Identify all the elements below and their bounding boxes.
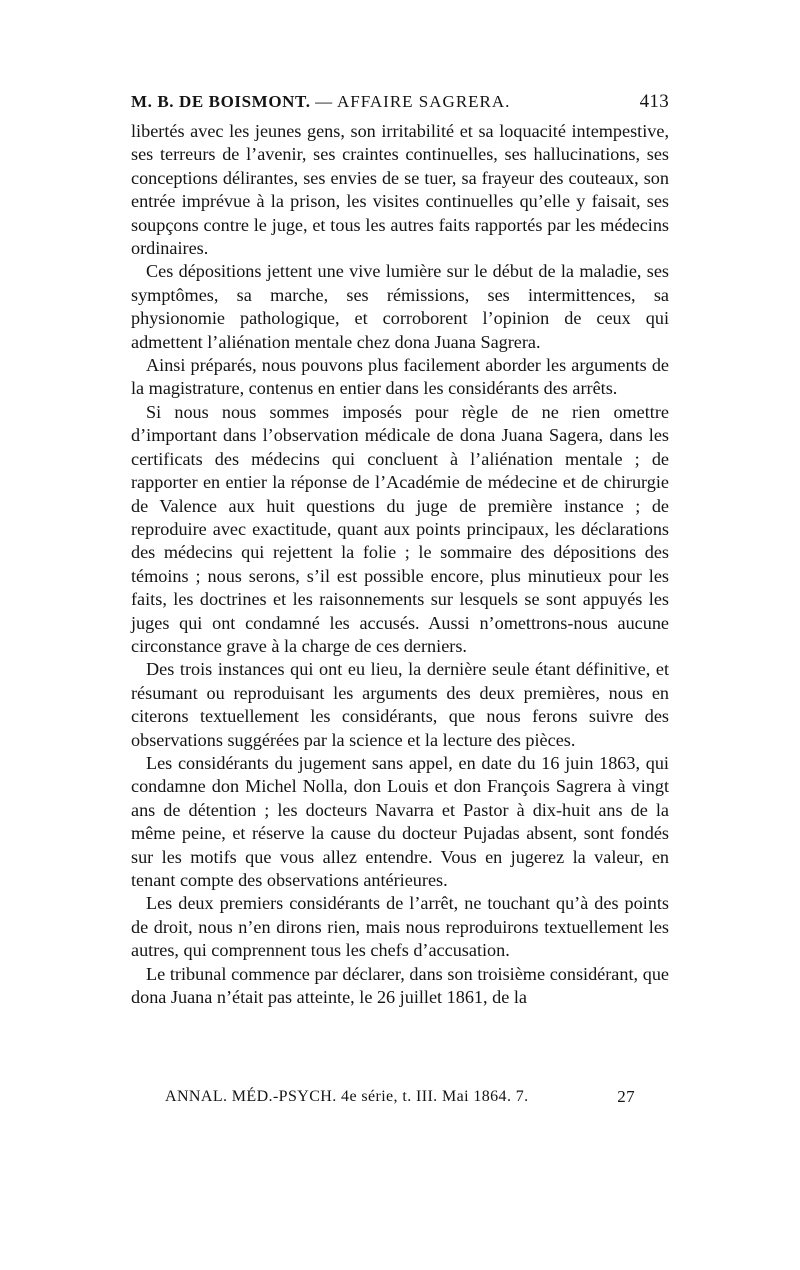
header-dash: — bbox=[310, 92, 337, 111]
paragraph-6: Les considérants du jugement sans appel, en date du 16 juin 1863, qui condamne don Michel Nolla, don Louis et don François Sagrera à vingt ans de détention ; les docteurs Navarra et Pastor à dix-huit ans de la même peine, et réserve la cause du docteur Pujadas absent, sont fondés sur les motifs que vous allez entendre. Vous en jugerez la valeur, en tenant compte des observations antérieures. bbox=[131, 752, 669, 890]
paragraph-2: Ces dépositions jettent une vive lumière sur le début de la maladie, ses symptômes, sa marche, ses rémissions, ses intermittences, sa physionomie pathologique, et corroborent l’opinion de ceux qui admettent l’aliénation mentale chez dona Juana Sagrera. bbox=[131, 261, 669, 352]
page-footer bbox=[165, 1085, 635, 1109]
paragraph-1: libertés avec les jeunes gens, son irritabilité et sa loquacité intempestive, ses terreurs de l’avenir, ses craintes continuelles, ses hallucinations, ses conceptions délirantes, ses envies de se tuer, sa frayeur des couteaux, son entrée imprévue à la prison, les visites continuelles qu’elle y faisait, ses soupçons contre le juge, et tous les autres faits rapportés par les médecins ordinaires. bbox=[131, 121, 669, 259]
paragraph-3: Ainsi préparés, nous pouvons plus facilement aborder les arguments de la magistrature, contenus en entier dans les considérants des arrêts. bbox=[131, 355, 669, 399]
paragraph-7: Les deux premiers considérants de l’arrêt, ne touchant qu’à des points de droit, nous n’en dirons rien, mais nous reproduirons textuellement les autres, qui comprennent tous les chefs d’accusation. bbox=[131, 893, 669, 961]
footer-sheet-number: 27 bbox=[617, 1087, 635, 1106]
body-text bbox=[131, 120, 669, 1009]
page bbox=[131, 86, 669, 1009]
header-page-number: 413 bbox=[639, 91, 669, 112]
header-author: M. B. DE BOISMONT. bbox=[131, 92, 311, 111]
paragraph-8: Le tribunal commence par déclarer, dans son troisième considérant, que dona Juana n’était pas atteinte, le 26 juillet 1861, de la bbox=[131, 963, 669, 1008]
header-title: AFFAIRE SAGRERA. bbox=[336, 92, 511, 111]
paragraph-4: Si nous nous sommes imposés pour règle de ne rien omettre d’important dans l’observation médicale de dona Juana Sagera, dans les certificats des médecins qui concluent à l’aliénation mentale ; de rapporter en entier la réponse de l’Académie de médecine et de chirurgie de Valence aux huit questions du juge de première instance ; de reproduire avec exactitude, quant aux points principaux, les déclarations des médecins qui rejettent la folie ; le sommaire des dépositions des témoins ; nous serons, s’il est possible encore, plus minutieux pour les faits, les doctrines et les raisonnements sur lesquels se sont appuyés les juges qui ont condamné les accusés. Aussi n’omettrons-nous aucune circonstance grave à la charge de ces derniers. bbox=[131, 401, 669, 656]
paragraph-5: Des trois instances qui ont eu lieu, la dernière seule étant définitive, et résumant ou reproduisant les arguments des deux premières, nous en citerons textuellement les considérants, que nous ferons suivre des observations suggérées par la science et la lecture des pièces. bbox=[131, 659, 669, 750]
footer-journal: ANNAL. MÉD.-PSYCH. 4e série, t. III. Mai 1864. 7. bbox=[165, 1088, 529, 1105]
running-head bbox=[131, 86, 669, 118]
